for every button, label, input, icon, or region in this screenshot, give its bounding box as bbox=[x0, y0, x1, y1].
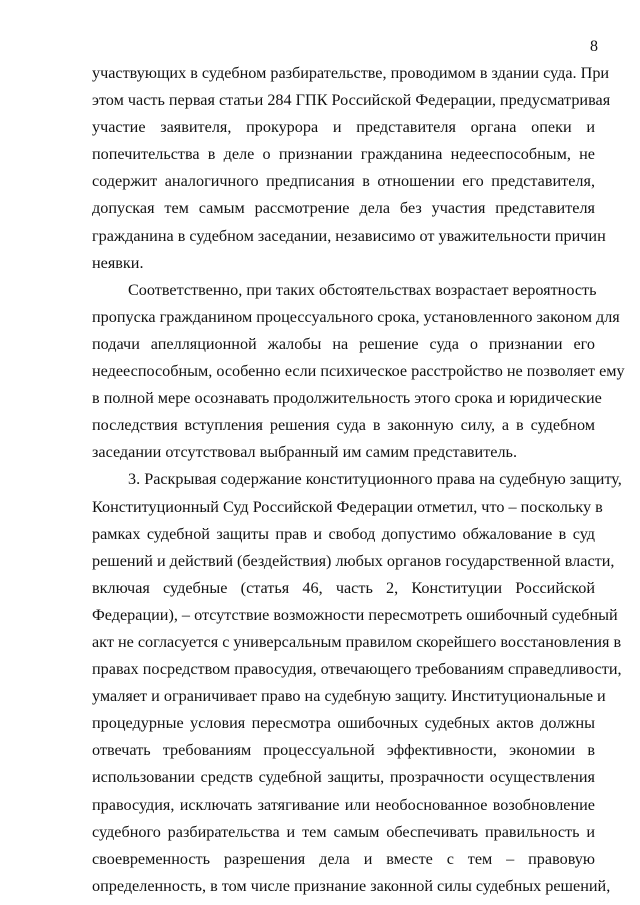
text-line: пропуска гражданином процессуального срока, установленного законом для bbox=[92, 307, 620, 326]
text-line: этом часть первая статьи 284 ГПК Российской Федерации, предусматривая bbox=[92, 91, 611, 110]
text-line: решений и действий (бездействия) любых органов государственной власти, bbox=[92, 551, 615, 570]
text-line: в полной мере осознавать продолжительность этого срока и юридические bbox=[92, 389, 602, 408]
text-line: участвующих в судебном разбирательстве, проводимом в здании суда. При bbox=[92, 64, 610, 82]
text-line: 3. Раскрывая содержание конституционного права на судебную защиту, bbox=[128, 470, 622, 489]
text-line: правах посредством правосудия, отвечающего требованиям справедливости, bbox=[92, 660, 622, 679]
text-line: подачи апелляционной жалобы на решение суда о признании его bbox=[92, 334, 595, 353]
text-line: отвечать требованиям процессуальной эффективности, экономии в bbox=[92, 741, 595, 760]
text-line: акт не согласуется с универсальным правилом скорейшего восстановления в bbox=[92, 632, 622, 651]
text-line: использовании средств судебной защиты, прозрачности осуществления bbox=[92, 768, 595, 787]
text-line: Конституционный Суд Российской Федерации отметил, что – поскольку в bbox=[92, 497, 603, 516]
text-line: гражданина в судебном заседании, независимо от уважительности причин bbox=[92, 226, 606, 245]
document-body bbox=[92, 60, 625, 900]
text-line: неявки. bbox=[92, 253, 144, 272]
text-line: Федерации), – отсутствие возможности пересмотреть ошибочный судебный bbox=[92, 605, 618, 624]
page-number: 8 bbox=[590, 38, 598, 55]
text-line: своевременность разрешения дела и вместе с тем – правовую bbox=[92, 849, 595, 868]
text-line: судебного разбирательства и тем самым обеспечивать правильность и bbox=[92, 822, 595, 841]
text-line: допуская тем самым рассмотрение дела без участия представителя bbox=[92, 199, 595, 218]
text-line: заседании отсутствовал выбранный им самим представитель. bbox=[92, 443, 517, 462]
text-line: рамках судебной защиты прав и свобод допустимо обжалование в суд bbox=[92, 524, 595, 543]
text-line: недееспособным, особенно если психическое расстройство не позволяет ему bbox=[92, 362, 625, 381]
text-line: включая судебные (статья 46, часть 2, Конституции Российской bbox=[92, 578, 595, 597]
text-line: содержит аналогичного предписания в отношении его представителя, bbox=[92, 172, 595, 191]
text-line: попечительства в деле о признании гражданина недееспособным, не bbox=[92, 145, 595, 164]
text-line: последствия вступления решения суда в законную силу, а в судебном bbox=[92, 416, 595, 435]
text-line: процедурные условия пересмотра ошибочных судебных актов должны bbox=[92, 714, 595, 733]
text-line: правосудия, исключать затягивание или необоснованное возобновление bbox=[92, 795, 595, 814]
text-line: участие заявителя, прокурора и представителя органа опеки и bbox=[92, 118, 595, 137]
text-line: умаляет и ограничивает право на судебную защиту. Институциональные и bbox=[92, 687, 606, 706]
text-line: определенность, в том числе признание законной силы судебных решений, bbox=[92, 876, 611, 895]
text-line: Соответственно, при таких обстоятельствах возрастает вероятность bbox=[128, 280, 597, 299]
